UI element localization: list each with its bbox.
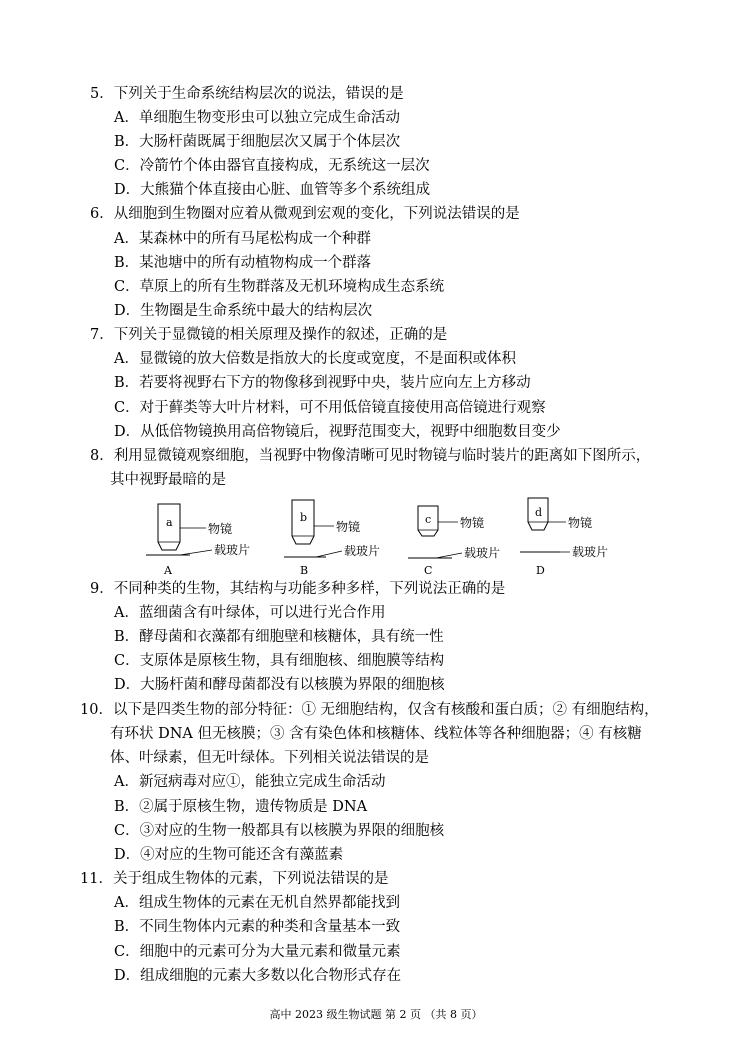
question-8-stem-continued: 其中视野最暗的是 <box>110 472 226 488</box>
question-7-stem <box>90 323 447 347</box>
question-number: 10． <box>80 702 113 718</box>
question-text: 关于组成生物体的元素，下列说法错误的是 <box>112 871 389 887</box>
question-7-option-c: C．对于藓类等大叶片材料，可不用低倍镜直接使用高倍镜进行观察 <box>114 400 546 416</box>
panel-c <box>408 506 500 577</box>
question-9-option-a: A．蓝细菌含有叶绿体，可以进行光合作用 <box>114 605 386 621</box>
question-7-option-d: D．从低倍物镜换用高倍物镜后，视野范围变大，视野中细胞数目变少 <box>114 424 561 440</box>
question-text: 利用显微镜观察细胞，当视野中物像清晰可见时物镜与临时装片的距离如下图所示， <box>113 448 651 464</box>
question-7-option-a: A．显微镜的放大倍数是指放大的长度或宽度，不是面积或体积 <box>114 351 516 367</box>
question-5-stem <box>90 82 404 106</box>
question-11-stem <box>80 867 388 891</box>
question-number: 8． <box>90 448 114 464</box>
question-number: 9． <box>90 581 114 597</box>
objective-label-a: 物镜 <box>208 522 233 536</box>
question-10-option-d: D．④对应的生物可能还含有藻蓝素 <box>114 847 344 863</box>
question-5-option-b: B．大肠杆菌既属于细胞层次又属于个体层次 <box>114 134 401 150</box>
question-6-option-a: A．某森林中的所有马尾松构成一个种群 <box>114 231 371 247</box>
question-10-stem-continued: 有环状 DNA 但无核膜；③ 含有染色体和核糖体、线粒体等各种细胞器；④ 有核糖 <box>110 726 642 742</box>
lens-label-c: c <box>425 513 432 526</box>
panel-letter-d: D <box>536 564 545 577</box>
question-5-option-a: A．单细胞生物变形虫可以独立完成生命活动 <box>114 110 400 126</box>
question-text: 下列关于显微镜的相关原理及操作的叙述，正确的是 <box>113 327 448 343</box>
question-10-stem <box>80 698 659 722</box>
question-number: 5． <box>90 86 114 102</box>
objective-label-d: 物镜 <box>568 516 593 530</box>
question-11-option-b: B．不同生物体内元素的种类和含量基本一致 <box>114 919 401 935</box>
lens-label-a: a <box>166 516 173 529</box>
question-6-option-c: C．草原上的所有生物群落及无机环境构成生态系统 <box>114 279 445 295</box>
question-11-option-c: C．细胞中的元素可分为大量元素和微量元素 <box>114 944 401 960</box>
question-number: 7． <box>90 327 114 343</box>
question-6-option-d: D．生物圈是生命系统中最大的结构层次 <box>114 303 373 319</box>
slide-label-d: 载玻片 <box>572 545 609 559</box>
panel-d <box>520 498 608 577</box>
slide-label-c: 载玻片 <box>464 546 501 560</box>
question-9-option-d: D．大肠杆菌和酵母菌都没有以核膜为界限的细胞核 <box>114 677 445 693</box>
question-6-stem <box>90 202 520 226</box>
question-text: 下列关于生命系统结构层次的说法，错误的是 <box>113 86 404 102</box>
lens-label-d: d <box>535 506 543 519</box>
question-8-stem <box>90 444 650 468</box>
question-10-option-b: B．②属于原核生物，遗传物质是 DNA <box>114 799 368 815</box>
panel-b <box>284 500 380 577</box>
question-text: 不同种类的生物，其结构与功能多种多样，下列说法正确的是 <box>113 581 506 597</box>
microscope-objective-figure <box>140 492 620 582</box>
question-5-option-c: C．冷箭竹个体由器官直接构成，无系统这一层次 <box>114 158 430 174</box>
slide-label-a: 载玻片 <box>214 543 251 557</box>
question-9-option-c: C．支原体是原核生物，具有细胞核、细胞膜等结构 <box>114 653 445 669</box>
question-9-option-b: B．酵母菌和衣藻都有细胞壁和核糖体，具有统一性 <box>114 629 444 645</box>
objective-label-c: 物镜 <box>460 516 485 530</box>
objective-label-b: 物镜 <box>336 520 361 534</box>
question-number: 11． <box>80 871 113 887</box>
question-10-option-c: C．③对应的生物一般都具有以核膜为界限的细胞核 <box>114 823 445 839</box>
panel-a <box>146 504 250 577</box>
question-text: 从细胞到生物圈对应着从微观到宏观的变化，下列说法错误的是 <box>113 206 520 222</box>
question-5-option-d: D．大熊猫个体直接由心脏、血管等多个系统组成 <box>114 182 431 198</box>
question-9-stem <box>90 577 505 601</box>
question-7-option-b: B．若要将视野右下方的物像移到视野中央，装片应向左上方移动 <box>114 375 531 391</box>
question-11-option-a: A．组成生物体的元素在无机自然界都能找到 <box>114 895 400 911</box>
lens-label-b: b <box>300 511 308 524</box>
question-10-stem-continued-2: 体、叶绿素，但无叶绿体。下列相关说法错误的是 <box>110 750 429 766</box>
slide-label-b: 载玻片 <box>344 544 381 558</box>
question-number: 6． <box>90 206 114 222</box>
question-text: 以下是四类生物的部分特征：① 无细胞结构，仅含有核酸和蛋白质；② 有细胞结构， <box>112 702 659 718</box>
question-10-option-a: A．新冠病毒对应①，能独立完成生命活动 <box>114 774 386 790</box>
page-footer: 高中 2023 级生物试题 第 2 页 （共 8 页） <box>269 1008 483 1021</box>
objective-distance-diagram <box>140 492 620 582</box>
panel-letter-c: C <box>424 564 433 577</box>
panel-letter-a: A <box>164 564 172 577</box>
question-11-option-d: D．组成细胞的元素大多数以化合物形式存在 <box>114 968 402 984</box>
panel-letter-b: B <box>300 564 309 577</box>
question-6-option-b: B．某池塘中的所有动植物构成一个群落 <box>114 255 372 271</box>
